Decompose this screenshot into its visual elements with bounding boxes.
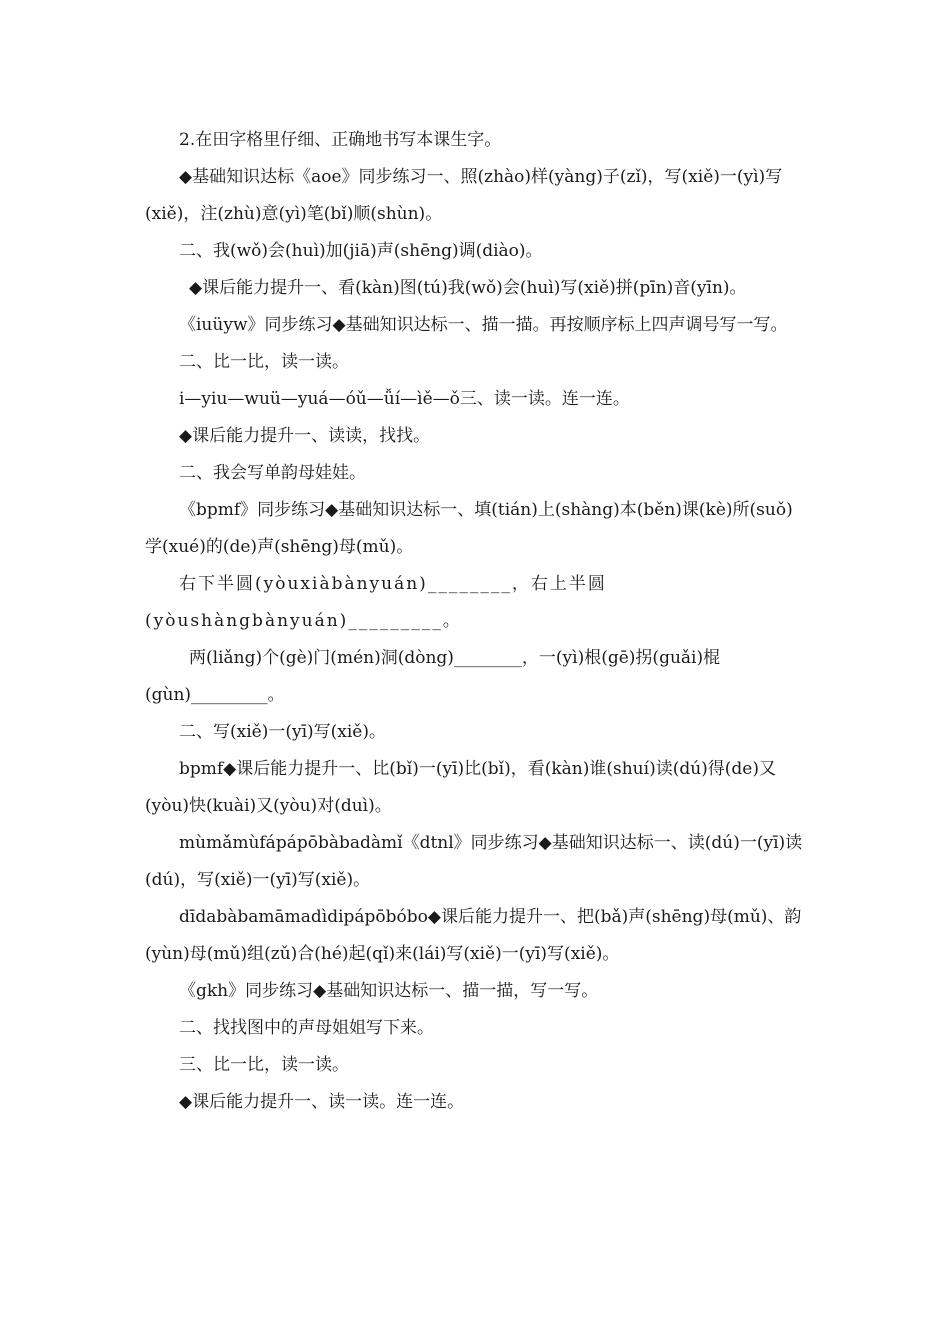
document-body	[145, 122, 806, 1121]
paragraph-compare-read: 二、比一比，读一读。	[179, 352, 349, 372]
paragraph-bpmf-basic: 《bpmf》同步练习◆基础知识达标一、填(tián)上(shàng)本(běn)课(kè)所(suǒ)学(xué)的(de)声(shēng)母(mǔ)。	[145, 500, 793, 557]
paragraph-door-cane: 两(liǎng)个(gè)门(mén)洞(dòng)________，一(yì)根(gē)拐(guǎi)棍(gùn)_________。	[145, 648, 721, 705]
paragraph-add-tones: 二、我(wǒ)会(huì)加(jiā)声(shēng)调(diào)。	[179, 241, 543, 261]
paragraph-gkh-basic: 《gkh》同步练习◆基础知识达标一、描一描，写一写。	[179, 981, 599, 1001]
paragraph-gkh-advanced: ◆课后能力提升一、读一读。连一连。	[179, 1092, 465, 1112]
paragraph-write-vowels: 二、我会写单韵母娃娃。	[179, 463, 366, 483]
paragraph-writing-instruction: 2.在田字格里仔细、正确地书写本课生字。	[179, 130, 502, 150]
paragraph-half-circles: 右下半圆(yòuxiàbànyuán)________，右上半圆(yòushàngbànyuán)_________。	[145, 574, 607, 631]
paragraph-iuuyw-advanced: ◆课后能力提升一、读读，找找。	[179, 426, 431, 446]
paragraph-find-initials: 二、找找图中的声母姐姐写下来。	[179, 1018, 434, 1038]
paragraph-dtnl-advanced: dīdabàbamāmadìdipápōbóbo◆课后能力提升一、把(bǎ)声(shēng)母(mǔ)、韵(yùn)母(mǔ)组(zǔ)合(hé)起(qǐ)来(lái)写(xiě)一(yī)写(xiě)。	[145, 907, 802, 964]
paragraph-aoe-basic: ◆基础知识达标《aoe》同步练习一、照(zhào)样(yàng)子(zǐ)，写(xiě)一(yì)写(xiě)，注(zhù)意(yì)笔(bǐ)顺(shùn)。	[145, 167, 783, 224]
paragraph-compare-read-3: 三、比一比，读一读。	[179, 1055, 349, 1075]
paragraph-bpmf-advanced: bpmf◆课后能力提升一、比(bǐ)一(yī)比(bǐ)，看(kàn)谁(shuí)读(dú)得(de)又(yòu)快(kuài)又(yòu)对(duì)。	[145, 759, 776, 816]
paragraph-dtnl-basic: mùmǎmùfápápōbàbadàmǐ《dtnl》同步练习◆基础知识达标一、读(dú)一(yī)读(dú)，写(xiě)一(yī)写(xiě)。	[145, 833, 803, 890]
paragraph-iuuyw-basic: 《iuüyw》同步练习◆基础知识达标一、描一描。再按顺序标上四声调号写一写。	[179, 315, 788, 335]
paragraph-write-once: 二、写(xiě)一(yī)写(xiě)。	[179, 722, 387, 742]
paragraph-pinyin-sequence: i—yiu—wuü—yuá—óǔ—ǚí—ìě—ǒ三、读一读。连一连。	[179, 389, 630, 409]
paragraph-aoe-advanced: ◆课后能力提升一、看(kàn)图(tú)我(wǒ)会(huì)写(xiě)拼(pīn)音(yīn)。	[189, 278, 747, 298]
